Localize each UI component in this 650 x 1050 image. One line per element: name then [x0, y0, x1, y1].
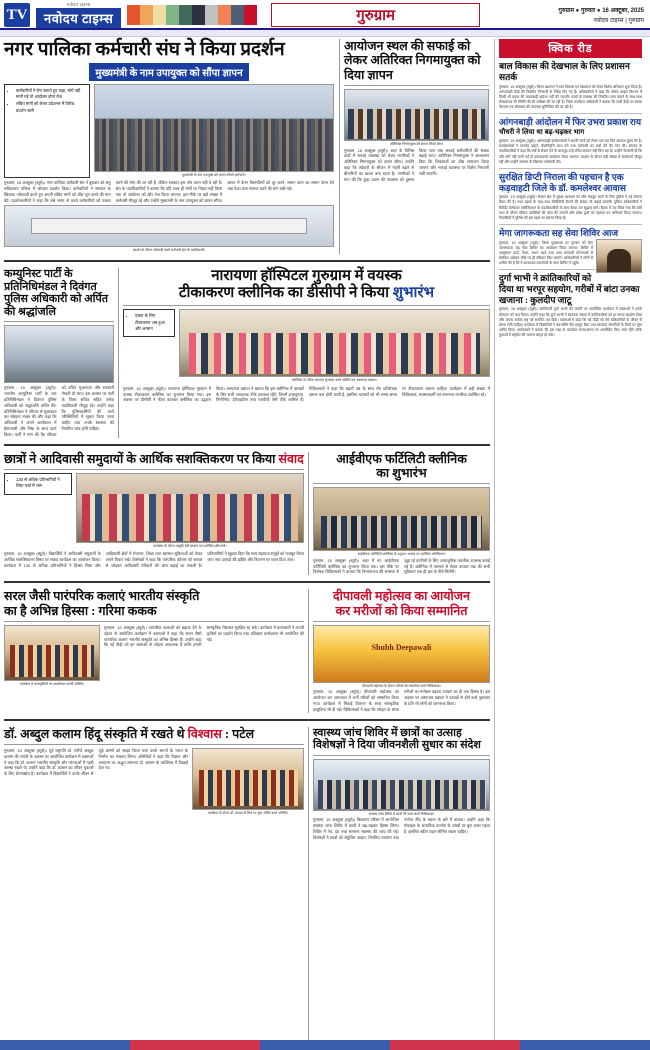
kalam-body: गुरुग्राम, 15 अक्टूबर (ब्यूरो)। पूर्व राष्ट्रपति डॉ. एपीजे अब्दुल कलाम की जयंती के अवसर पर आयोजित कार्यक्रम में वक्ताओं ने कहा कि डॉ. कलाम भारतीय संस्कृति और परंपराओं में गहरी आस्था रखते थे। उन्होंने कहा कि डॉ. कलाम का जीवन युवाओं के लिए प्रेरणास्रोत है। कार्यक्रम में विद्यार्थियों ने उनके जीवन से जुड़े प्रसंगों को साझा किया तथा उनके सपनों के भारत के निर्माण का संकल्प लिया। अतिथियों ने कहा कि विज्ञान और अध्यात्म का अद्भुत समन्वय डॉ. कलाम के व्यक्तित्व में दिखाई देता था। — [4, 747, 188, 777]
students-headline-text: छात्रों ने आदिवासी समुदायों के आर्थिक सशक्तिकरण पर किया — [4, 451, 276, 466]
hospital-caption: क्लीनिक का फीता काटकर शुभारंभ करते अतिथि एवं अस्पताल प्रबंधन। — [291, 378, 378, 383]
quick-read-title: क्विक रीड — [499, 39, 642, 58]
diwali-headline-1: दीपावली महोत्सव का आयोजन — [333, 589, 470, 604]
police-headline: कम्युनिस्ट पार्टी के प्रतिनिधिमंडल ने दिवंगत पुलिस अधिकारी को अर्पित की श्रद्धांजलि — [4, 267, 108, 318]
story-health-camp — [308, 727, 490, 1040]
kalam-caption: कार्यक्रम के दौरान डॉ. कलाम के चित्र पर पुष्प अर्पित करते अतिथि। — [207, 810, 289, 815]
rail-item-title: दुर्गा भाभी ने क्रांतिकारियों को दिया था भरपूर सहयोग, गरीबों में बांटा उनका खजाना : कुलदीप जाटू — [499, 273, 640, 305]
lead-photo-caption-2: प्रदर्शन के दौरान नारेबाजी करते कर्मचारी संघ के पदाधिकारी। — [132, 248, 206, 253]
hospital-headline-2-text: टीकाकरण क्लीनिक का डीसीपी ने किया — [178, 285, 390, 302]
ivf-caption: आईवीएफ फर्टिलिटी क्लीनिक के उद्घाटन अवसर पर उपस्थित अतिथिगण। — [357, 552, 446, 557]
rail-item-title: सुरक्षित डिप्टी निराला की पहचान है एक कड़वाहटी जिले के डॉ. कमलेश्वर आवास — [499, 171, 626, 193]
hospital-body: गुरुग्राम, 15 अक्टूबर (ब्यूरो)। नारायणा हॉस्पिटल गुरुग्राम में वयस्क टीकाकरण क्लीनिक का शुभारंभ किया गया। इस अवसर पर डीसीपी ने फीता काटकर क्लीनिक का उद्घाटन किया। अस्पताल प्रबंधन ने बताया कि इस क्लीनिक में वयस्कों के लिए सभी आवश्यक टीके उपलब्ध रहेंगे, जिनमें इन्फ्लूएंजा, निमोनिया, हेपेटाइटिस तथा एचपीवी जैसे टीके शामिल हैं। चिकित्सकों ने कहा कि बढ़ती उम्र के साथ रोग प्रतिरोधक क्षमता कम होती जाती है, इसलिए वयस्कों को भी समय-समय पर टीकाकरण कराना चाहिए। कार्यक्रम में बड़ी संख्या में चिकित्सक, स्वास्थ्यकर्मी एवं गणमान्य नागरिक उपस्थित रहे। — [123, 385, 490, 403]
lead-bullets — [4, 84, 90, 178]
rail-item[interactable] — [499, 225, 642, 270]
students-body: गुरुग्राम, 15 अक्टूबर (ब्यूरो)। विद्यार्थियों ने आदिवासी समुदायों के आर्थिक सशक्तिकरण विषय पर संवाद कार्यक्रम का आयोजन किया। कार्यक्रम में 130 से अधिक प्रतिभागियों ने हिस्सा लिया और आदिवासी क्षेत्रों में रोजगार, शिक्षा तथा स्वास्थ्य सुविधाओं को लेकर अपने विचार रखे। विशेषज्ञों ने कहा कि पारंपरिक कौशल को बाजार से जोड़कर आदिवासी परिवारों की आय बढ़ाई जा सकती है। प्रतिभागियों ने सुझाव दिया कि स्वयं सहायता समूहों को मजबूत किया जाए तथा उत्पादों की ब्रांडिंग और विपणन पर ध्यान दिया जाए। — [4, 551, 304, 568]
rail-item-body: गुरुग्राम, 15 अक्टूबर (ब्यूरो)। आंगनबाड़ी कार्यकर्ताओं ने अपनी मांगों को लेकर एक बार फिर आवाज बुलंद की है। कार्यकर्ताओं ने मानदेय बढ़ाने, सेवानिवृत्ति लाभ देने तथा कर्मचारी का दर्जा देने की मांग की। संगठन के पदाधिकारियों ने कहा कि वर्षों से सेवाएं देने के बावजूद उन्हें उचित सम्मान नहीं मिल रहा है। उन्होंने चेतावनी दी कि यदि मांगें नहीं मानी गईं तो प्रदेशव्यापी आंदोलन किया जाएगा। प्रदर्शन के दौरान बड़ी संख्या में कार्यकर्ता मौजूद रहीं और उन्होंने सरकार के खिलाफ नारेबाजी की। — [499, 139, 642, 164]
rail-item-title: बाल विकास की देखभाल के लिए प्रशासन सतर्क — [499, 61, 630, 82]
story-ivf — [308, 452, 490, 576]
rail-item-title: आंगनबाड़ी आंदोलन में फिर उभरा प्रकाश राय — [499, 117, 642, 128]
students-bullet-box — [4, 473, 72, 495]
ivf-photo — [313, 487, 490, 551]
students-photo — [76, 473, 304, 543]
edition-info — [494, 6, 644, 24]
ivf-body: गुरुग्राम, 15 अक्टूबर (ब्यूरो)। शहर में नए आईवीएफ फर्टिलिटी क्लीनिक का शुभारंभ किया गया। इस मौके पर विशेषज्ञ चिकित्सकों ने बताया कि निःसंतानता की समस्या से जूझ रहे दंपतियों के लिए अत्याधुनिक तकनीक उपलब्ध कराई गई है। क्लीनिक में परामर्श से लेकर उपचार तक की सभी सुविधाएं एक ही छत के नीचे मिलेंगी। — [313, 557, 490, 575]
rail-item[interactable] — [499, 114, 642, 169]
nameplate-subtext: नवोदय टाइम्स — [66, 2, 91, 7]
health-headline-2: विशेषज्ञों ने दिया जीवनशैली सुधार का संदेश — [313, 739, 481, 752]
health-headline-1: स्वास्थ्य जांच शिविर में छात्रों का उत्साह — [313, 726, 462, 739]
kalam-headline-end: : पटेल — [224, 726, 255, 741]
rail-item[interactable] — [499, 58, 642, 114]
police-body: गुरुग्राम, 15 अक्टूबर (ब्यूरो)। भारतीय कम्युनिस्ट पार्टी के एक प्रतिनिधिमंडल ने दिवंगत पुलिस अधिकारी को श्रद्धांजलि अर्पित की। प्रतिनिधिमंडल ने परिवार से मुलाकात कर संवेदना व्यक्त की और कहा कि अधिकारी ने अपने कार्यकाल में ईमानदारी और निष्ठा के साथ कार्य किया। पार्टी ने मांग की कि परिवार को उचित मुआवजा और सरकारी नौकरी दी जाए। इस अवसर पर पार्टी के जिला सचिव सहित अनेक पदाधिकारी मौजूद रहे। उन्होंने कहा कि पुलिसकर्मियों की कार्य परिस्थितियों में सुधार किया जाना चाहिए तथा उनके स्वास्थ्य की नियमित जांच होनी चाहिए। — [4, 385, 114, 437]
hospital-headline-2 — [123, 285, 490, 302]
top-right-caption: अतिरिक्त निगमायुक्त को ज्ञापन सौंपते लोग। — [389, 142, 444, 147]
diwali-caption: दीपावली महोत्सव के दौरान मरीजों को सम्मानित करते चिकित्सक। — [361, 683, 442, 688]
rail-portrait-photo — [596, 239, 642, 273]
ivf-headline-2: का शुभारंभ — [376, 465, 427, 480]
page-footer-strip — [0, 1040, 650, 1050]
story-diwali — [308, 589, 490, 712]
story-hospital — [118, 268, 490, 438]
hospital-photo — [179, 309, 490, 377]
kalak-diwali-section — [4, 589, 490, 712]
kalam-headline-accent: विश्वास — [187, 726, 222, 741]
kalam-headline-text: डॉ. अब्दुल कलाम हिंदू संस्कृति में रखते थे — [4, 726, 185, 741]
top-right-photo — [344, 89, 489, 141]
rail-item[interactable] — [499, 169, 642, 225]
masthead — [0, 0, 650, 30]
hospital-bullet: • एडल्ट के लिए टीकाकरण अब हुआ और आसान — [135, 313, 170, 332]
kalak-caption: कार्यक्रम में कलाकृतियों का अवलोकन करतीं अतिथि। — [20, 681, 84, 686]
ivf-headline-1: आईवीएफ फर्टिलिटी क्लीनिक — [336, 451, 467, 466]
rail-item-subtitle: चौधरी ने लिया था बढ़-चढ़कर भाग — [499, 128, 585, 136]
kalak-body: गुरुग्राम, 15 अक्टूबर (ब्यूरो)। पारंपरिक कलाओं को बढ़ावा देने के उद्देश्य से आयोजित कार्यक्रम में वक्ताओं ने कहा कि सरल जैसी पारंपरिक कलाएं भारतीय संस्कृति का अभिन्न हिस्सा हैं। उन्होंने कहा कि नई पीढ़ी को इन कलाओं से जोड़ना आवश्यक है ताकि हमारी सांस्कृतिक विरासत सुरक्षित रह सके। कार्यक्रम में कलाकारों ने अपनी कृतियों का प्रदर्शन किया तथा प्रशिक्षण कार्यशाला भी आयोजित की गई। — [104, 624, 304, 648]
lead-body: गुरुग्राम, 15 अक्टूबर (ब्यूरो)। नगर पालिका कर्मचारी संघ ने बुधवार को लघु सचिवालय परिसर में जोरदार प्रदर्शन किया। कर्मचारियों ने सरकार के खिलाफ नारेबाजी करते हुए अपनी लंबित मांगों को शीघ्र पूरा करने की मांग की। प्रदर्शनकारियों ने कहा कि लंबे समय से कच्चे कर्मचारियों को पक्का करने की मांग की जा रही है, लेकिन सरकार इस ओर ध्यान नहीं दे रही है। संघ के पदाधिकारियों ने बताया कि यदि जल्द ही मांगों पर विचार नहीं किया गया तो आंदोलन को और तेज किया जाएगा। इस मौके पर बड़ी संख्या में कर्मचारी मौजूद रहे और उन्होंने मुख्यमंत्री के नाम उपायुक्त को ज्ञापन सौंपा। ज्ञापन में वेतन विसंगतियों को दूर करने, समान काम का समान वेतन देने तथा ठेका प्रथा समाप्त करने की मांग रखी गई। — [4, 180, 334, 203]
edition-line: गुरुग्राम ● गुरुवार ● 16 अक्टूबर, 2025 — [558, 8, 644, 14]
students-headline — [4, 452, 304, 466]
diwali-photo — [313, 625, 490, 683]
top-right-body: गुरुग्राम, 15 अक्टूबर (ब्यूरो)। शहर के विभिन्न वार्डों में सफाई व्यवस्था को लेकर नागरिकों ने अतिरिक्त निगमायुक्त को ज्ञापन सौंपा। उन्होंने कहा कि त्योहारों के सीजन में गंदगी बढ़ने से बीमारियों का खतरा बना रहता है। नागरिकों ने मांग की कि कूड़ा उठान की व्यवस्था को दुरुस्त किया जाए तथा सफाई कर्मचारियों की संख्या बढ़ाई जाए। अतिरिक्त निगमायुक्त ने आश्वासन दिया कि शिकायतों का शीघ्र समाधान किया जाएगा और सफाई व्यवस्था पर विशेष निगरानी रखी जाएगी। — [344, 147, 489, 182]
lead-photo-protest — [94, 84, 334, 172]
story-students — [4, 452, 304, 576]
lead-photo-banner — [4, 205, 334, 247]
mid-section — [4, 268, 490, 438]
tv-logo-icon: TV — [4, 3, 30, 27]
decorative-flag-strip — [127, 5, 257, 25]
story-kalak — [4, 589, 304, 712]
rail-item-body: गुरुग्राम, 15 अक्टूबर (ब्यूरो)। सेक्टर क्षेत्र में सुरक्षा व्यवस्था को और मजबूत करने के लिए पुलिस ने नई योजना तैयार की है। गश्त बढ़ाने के साथ-साथ सीसीटीवी कैमरों की संख्या भी बढ़ाई जाएगी। पुलिस अधिकारियों ने रेजिडेंट वेलफेयर एसोसिएशन के पदाधिकारियों के साथ बैठक कर सुझाव मांगे। बैठक में तय किया गया कि रात्रि गश्त के दौरान संदिग्ध व्यक्तियों की जांच की जाएगी और प्रवेश द्वारों पर पहचान पत्र अनिवार्य किया जाएगा। निवासियों ने पुलिस की इस पहल का स्वागत किया है। — [499, 195, 642, 220]
kalak-headline-2: का है अभिन्न हिस्सा : गरिमा ककक — [4, 603, 157, 618]
hospital-headline-1: नारायणा हॉस्पिटल गुरुग्राम में वयस्क — [211, 267, 402, 284]
students-ivf-section — [4, 452, 490, 576]
police-photo — [4, 325, 114, 383]
hospital-bullet-box — [123, 309, 175, 337]
kalak-photo — [4, 625, 100, 681]
story-kalam — [4, 727, 304, 1040]
edition-sub: नवोदय टाइम्स | गुरुग्राम — [593, 18, 644, 24]
section-title: गुरुग्राम — [271, 3, 480, 27]
kalak-headline-1: सरल जैसी पारंपरिक कलाएं भारतीय संस्कृति — [4, 589, 200, 604]
nameplate-title: नवोदय टाइम्स — [36, 8, 121, 28]
nameplate — [36, 2, 121, 28]
students-caption: कार्यक्रम के दौरान प्रस्तुति देतीं छात्राएं एवं उपस्थित प्रतिभागी। — [153, 543, 227, 548]
health-caption: स्वास्थ्य जांच शिविर में छात्रों की जांच करते चिकित्सक। — [368, 811, 435, 816]
health-photo — [313, 759, 490, 811]
diwali-headline-2: कर मरीजों को किया सम्मानित — [335, 603, 468, 618]
kalam-health-section — [4, 727, 490, 1040]
main-content — [4, 39, 490, 1040]
health-body: गुरुग्राम, 15 अक्टूबर (ब्यूरो)। विद्यालय परिसर में आयोजित स्वास्थ्य जांच शिविर में छात्रों ने बढ़-चढ़कर हिस्सा लिया। शिविर में नेत्र, दंत तथा सामान्य स्वास्थ्य की जांच की गई। विशेषज्ञों ने छात्रों को संतुलित आहार, नियमित व्यायाम तथा पर्याप्त नींद के महत्व के बारे में बताया। उन्होंने कहा कि मोबाइल के अत्यधिक उपयोग से आंखों पर बुरा असर पड़ता है, इसलिए स्क्रीन टाइम सीमित रखना चाहिए। — [313, 817, 490, 840]
quick-read-rail — [494, 39, 642, 1040]
lead-bullet-2: • लंबित मांगों को लेकर प्रदेशभर में विरोध प्रदर्शन जारी — [16, 101, 85, 114]
rail-item-body: गुरुग्राम, 15 अक्टूबर (ब्यूरो)। जिला मुख्यालय पर गुरुवार को मेगा जागरूकता सह सेवा शिविर का आयोजन किया जाएगा। शिविर में आयुष्मान कार्ड, पेंशन, राशन कार्ड तथा अन्य सरकारी योजनाओं से संबंधित आवेदन मौके पर ही स्वीकार किए जाएंगे। अधिकारियों ने लोगों से अपील की है कि वे आवश्यक दस्तावेजों के साथ शिविर में पहुंचें। — [499, 240, 593, 265]
story-police — [4, 268, 114, 438]
lead-subhead: मुख्यमंत्री के नाम उपायुक्त को सौंपा ज्ञापन — [89, 63, 248, 81]
rail-item-title: मेगा जागरूकता सह सेवा शिविर आज — [499, 227, 619, 238]
rail-item-body: गुरुग्राम, 15 अक्टूबर (ब्यूरो)। क्रांतिकारी दुर्गा भाभी की जयंती पर आयोजित कार्यक्रम में वक्ताओं ने उनके योगदान को याद किया। उन्होंने कहा कि दुर्गा भाभी ने स्वतंत्रता संग्राम में क्रांतिकारियों को हर संभव सहयोग दिया और अपना सर्वस्व राष्ट्र को समर्पित कर दिया। वक्ताओं ने कहा कि नई पीढ़ी को ऐसे बलिदानियों के जीवन से प्रेरणा लेनी चाहिए। कार्यक्रम में विद्यार्थियों ने देशभक्ति गीत प्रस्तुत किए तथा स्वतंत्रता सेनानियों के चित्रों पर पुष्प अर्पित किए। आयोजकों ने बताया कि इस तरह के कार्यक्रम समय-समय पर आयोजित किए जाते रहेंगे ताकि युवाओं में राष्ट्रप्रेम की भावना जागृत हो सके। — [499, 307, 642, 337]
kalam-photo — [192, 748, 304, 810]
top-right-headline: आयोजन स्थल की सफाई को लेकर अतिरिक्त निगमायुक्त को दिया ज्ञापन — [344, 39, 481, 82]
lead-headline: नगर पालिका कर्मचारी संघ ने किया प्रदर्शन — [4, 39, 285, 60]
lead-bullet-1: • कर्मचारियों ने रोष जताते हुए कहा, मांगें नहीं मानी गईं तो आंदोलन होगा तेज — [16, 88, 85, 101]
diwali-body: गुरुग्राम, 15 अक्टूबर (ब्यूरो)। दीपावली महोत्सव का आयोजन कर अस्पताल में भर्ती मरीजों को सम्मानित किया गया। कार्यक्रम में मिठाई वितरण के साथ सांस्कृतिक प्रस्तुतियां भी दी गईं। चिकित्सकों ने कहा कि त्योहार के समय मरीजों का मनोबल बढ़ाना उपचार का ही एक हिस्सा है। इस अवसर पर अस्पताल प्रबंधन ने पटाखों से होने वाले नुकसान के प्रति भी लोगों को जागरूक किया। — [313, 689, 490, 712]
rail-item[interactable] — [499, 270, 642, 341]
lead-story — [4, 39, 490, 254]
students-bullet: • 130 से अधिक प्रतिभागियों ने लिया चर्चा में भाग — [16, 477, 67, 490]
lead-photo-caption: मुख्यमंत्री के नाम उपायुक्त को ज्ञापन सौंपते कर्मचारी। — [182, 172, 246, 177]
students-headline-accent: संवाद — [278, 451, 304, 466]
hospital-headline-accent: शुभारंभ — [392, 285, 435, 302]
masthead-rule — [0, 30, 650, 37]
rail-item-body: गुरुग्राम, 15 अक्टूबर (ब्यूरो)। जिला प्रशासन ने बाल विकास एवं देखभाल को लेकर विशेष अभियान शुरू किया है। आंगनबाड़ी केंद्रों की नियमित निगरानी के निर्देश दिए गए हैं। अधिकारियों ने कहा कि पोषण आहार वितरण में किसी भी प्रकार की लापरवाही बर्दाश्त नहीं की जाएगी। बच्चों के स्वास्थ्य की नियमित जांच कराने के साथ-साथ टीकाकरण की स्थिति की भी समीक्षा की जा रही है। जिला कार्यक्रम अधिकारी ने बताया कि सभी केंद्रों पर स्वच्छ पेयजल एवं शौचालय की व्यवस्था सुनिश्चित की जा रही है। — [499, 84, 642, 109]
kalam-headline — [4, 727, 304, 741]
